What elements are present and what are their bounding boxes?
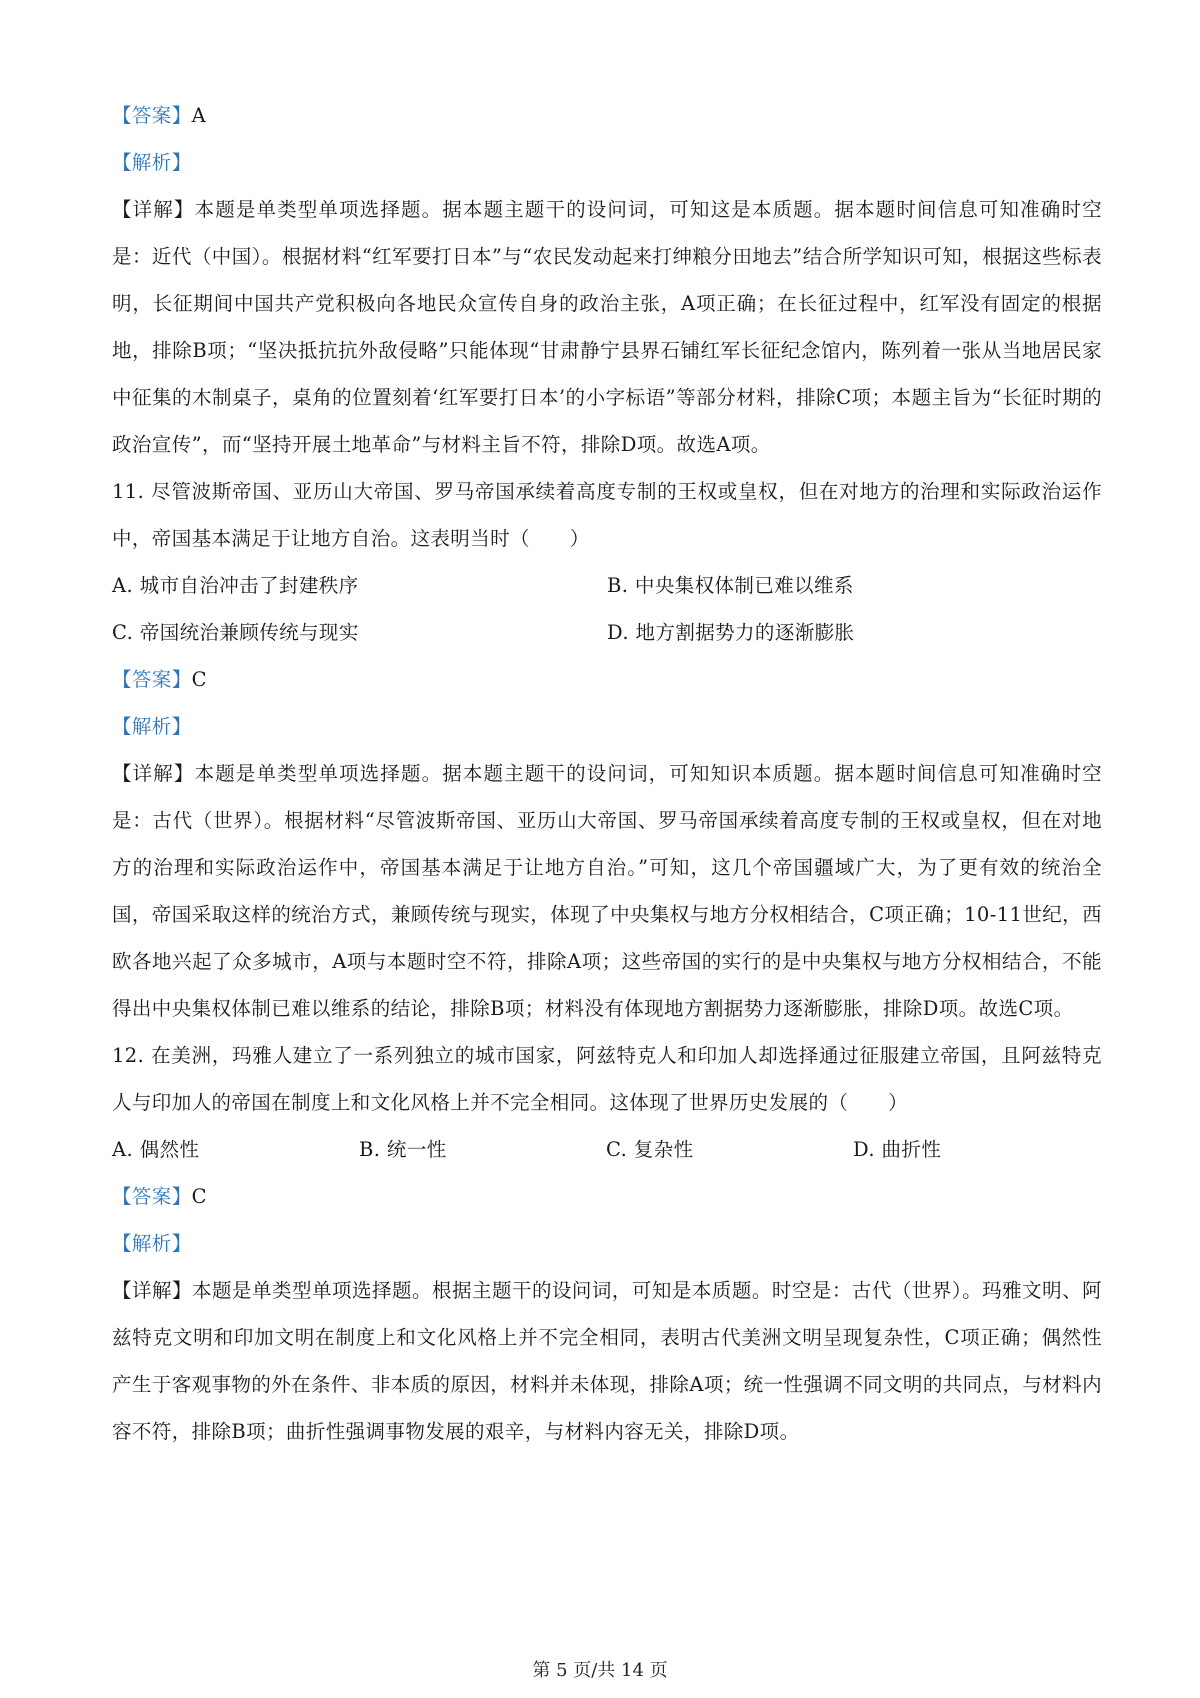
q10-detail-tag: 【详解】 (112, 198, 195, 221)
q10-answer-value: A (191, 104, 207, 127)
q12-analysis-line (112, 1220, 1102, 1267)
q12-option-a: A. 偶然性 (112, 1138, 200, 1161)
q12-answer-tag: 【答案】 (112, 1185, 192, 1208)
q12-detail-text: 本题是单类型单项选择题。根据主题干的设问词，可知是本质题。时空是：古代（世界）。玛雅文明、阿兹特克文明和印加文明在制度上和文化风格上并不完全相同，表明古代美洲文明呈现复杂性，C项正确；偶然性产生于客观事物的外在条件、非本质的原因，材料并未体现，排除A项；统一性强调不同文明的共同点，与材料内容不符，排除B项；曲折性强调事物发展的艰辛，与材料内容无关，排除D项。 (112, 1279, 1102, 1443)
q11-detail (112, 750, 1102, 1032)
q11-options-row-1 (112, 562, 1102, 609)
q11-analysis-tag: 【解析】 (112, 715, 192, 738)
q10-analysis-tag: 【解析】 (112, 151, 192, 174)
q12-stem: 12. 在美洲，玛雅人建立了一系列独立的城市国家，阿兹特克人和印加人却选择通过征服建立帝国，且阿兹特克人与印加人的帝国在制度上和文化风格上并不完全相同。这体现了世界历史发展的（ ） (112, 1044, 1102, 1114)
q12-detail (112, 1267, 1102, 1455)
q12-answer-line (112, 1173, 1102, 1220)
q11-detail-text: 本题是单类型单项选择题。据本题主题干的设问词，可知知识本质题。据本题时间信息可知准确时空是：古代（世界）。根据材料“尽管波斯帝国、亚历山大帝国、罗马帝国承续着高度专制的王权或皇权，但在对地方的治理和实际政治运作中，帝国基本满足于让地方自治。”可知，这几个帝国疆域广大，为了更有效的统治全国，帝国采取这样的统治方式，兼顾传统与现实，体现了中央集权与地方分权相结合，C项正确；10-11世纪，西欧各地兴起了众多城市，A项与本题时空不符，排除A项；这些帝国的实行的是中央集权与地方分权相结合，不能得出中央集权体制已难以维系的结论，排除B项；材料没有体现地方割据势力逐渐膨胀，排除D项。故选C项。 (112, 762, 1102, 1020)
q11-answer-tag: 【答案】 (112, 668, 192, 691)
q11-option-b: B. 中央集权体制已难以维系 (607, 574, 854, 597)
q11-options-row-2 (112, 609, 1102, 656)
q10-answer-tag: 【答案】 (112, 104, 192, 127)
page-content (112, 92, 1102, 1455)
q12-analysis-tag: 【解析】 (112, 1232, 192, 1255)
q11-detail-tag: 【详解】 (112, 762, 195, 785)
q12-option-d: D. 曲折性 (853, 1138, 942, 1161)
q11-option-d: D. 地方割据势力的逐渐膨胀 (607, 621, 855, 644)
q11-stem: 11. 尽管波斯帝国、亚历山大帝国、罗马帝国承续着高度专制的王权或皇权，但在对地方的治理和实际政治运作中，帝国基本满足于让地方自治。这表明当时（ ） (112, 480, 1102, 550)
q11-option-c: C. 帝国统治兼顾传统与现实 (112, 621, 359, 644)
q11-analysis-line (112, 703, 1102, 750)
q11-answer-line (112, 656, 1102, 703)
q11-option-a: A. 城市自治冲击了封建秩序 (112, 574, 359, 597)
q12-detail-tag: 【详解】 (112, 1279, 192, 1302)
q12-answer-value: C (191, 1185, 207, 1208)
q12-option-b: B. 统一性 (359, 1138, 447, 1161)
q10-analysis-line (112, 139, 1102, 186)
q10-detail (112, 186, 1102, 468)
q10-answer-line (112, 92, 1102, 139)
q10-detail-text: 本题是单类型单项选择题。据本题主题干的设问词，可知这是本质题。据本题时间信息可知准确时空是：近代（中国）。根据材料“红军要打日本”与“农民发动起来打绅粮分田地去”结合所学知识可知，根据这些标表明，长征期间中国共产党积极向各地民众宣传自身的政治主张，A项正确；在长征过程中，红军没有固定的根据地，排除B项；“坚决抵抗抗外敌侵略”只能体现“甘肃静宁县界石铺红军长征纪念馆内，陈列着一张从当地居民家中征集的木制桌子，桌角的位置刻着‘红军要打日本’的小字标语”等部分材料，排除C项；本题主旨为“长征时期的政治宣传”，而“坚持开展土地革命”与材料主旨不符，排除D项。故选A项。 (112, 198, 1102, 456)
q12-options-row (112, 1126, 1102, 1173)
q11-answer-value: C (191, 668, 207, 691)
page-number-footer: 第 5 页/共 14 页 (532, 1660, 668, 1681)
q12-option-c: C. 复杂性 (606, 1138, 694, 1161)
